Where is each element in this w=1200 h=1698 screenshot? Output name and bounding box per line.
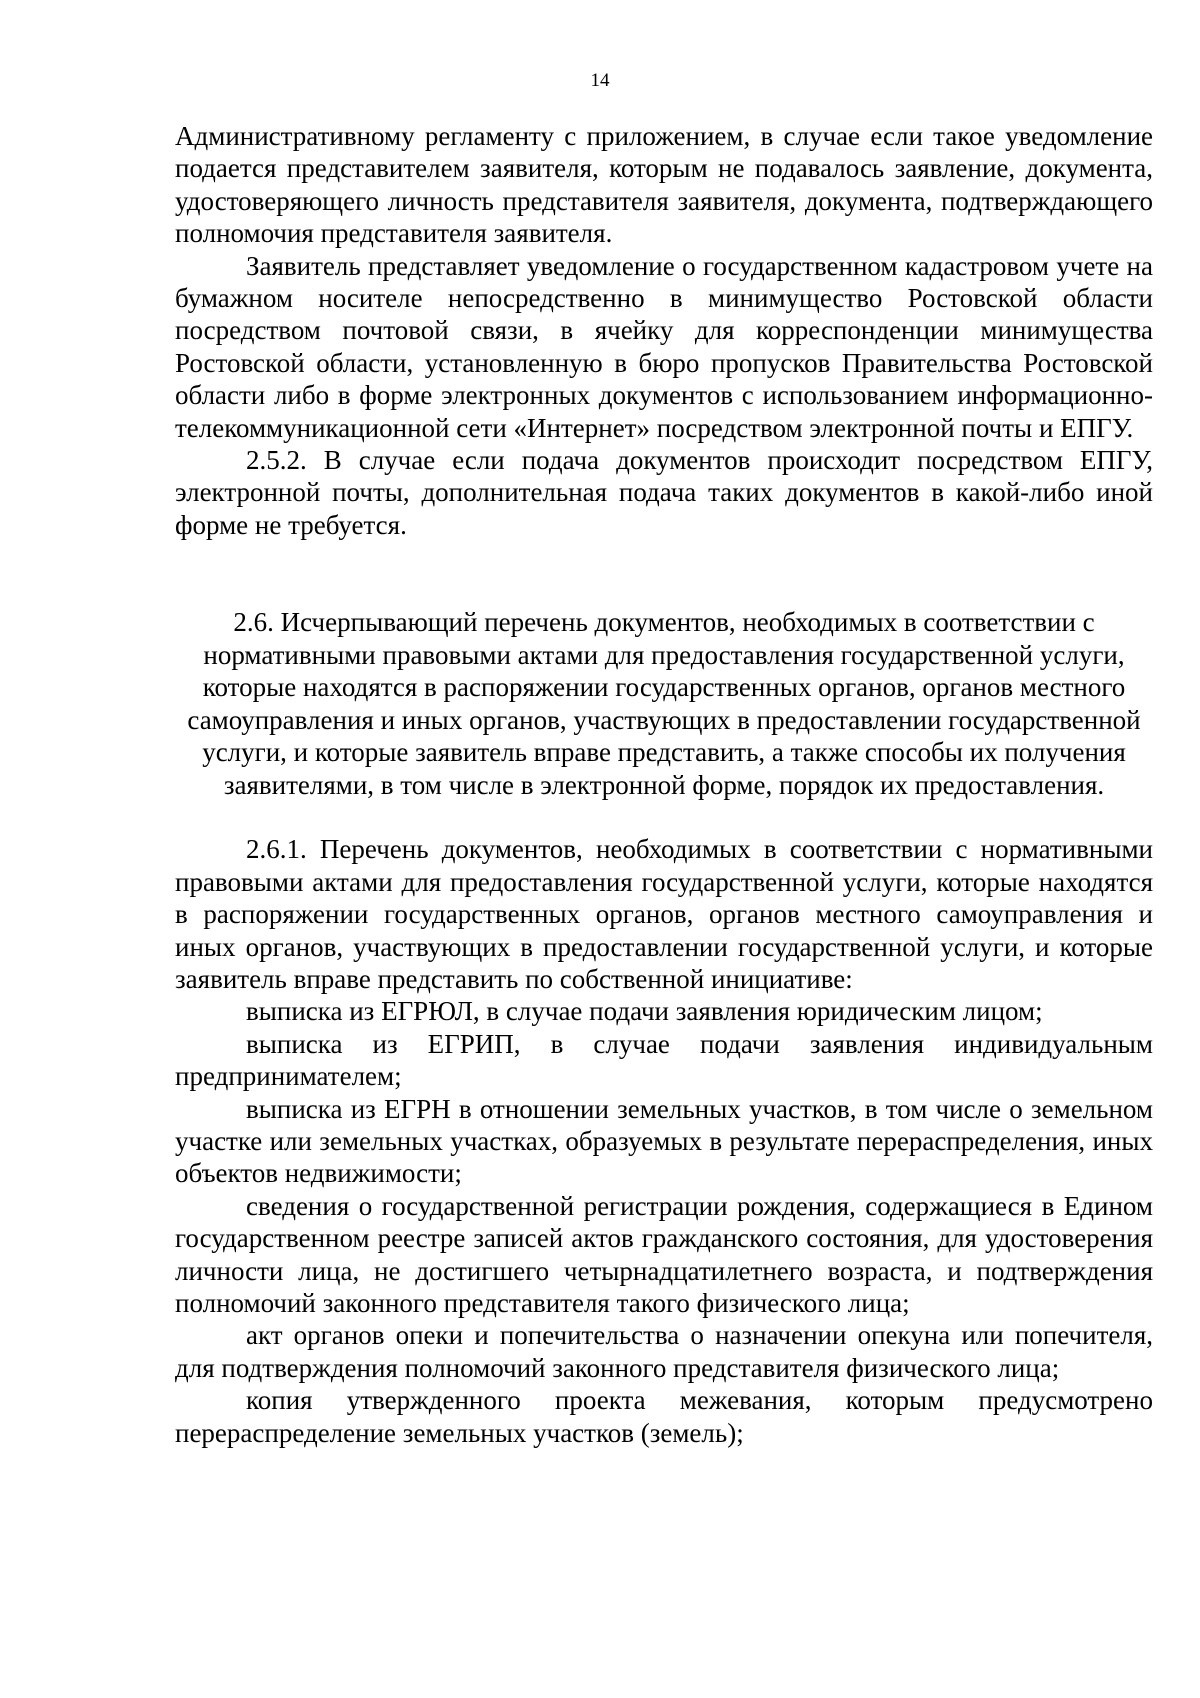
paragraph-2-6-1: 2.6.1. Перечень документов, необходимых в соответствии с нормативными правовыми актами для предоставления государственной услуги, которые находятся в распоряжении государственных органов, органов местного самоуправления и иных органов, участвующих в предоставлении государственной услуги, и которые заявитель вправе представить по собственной инициативе: xyxy=(175,834,1153,994)
list-item-guardianship-act: акт органов опеки и попечительства о назначении опекуна или попечителя, для подтверждения полномочий законного представителя физического лица; xyxy=(175,1320,1153,1383)
list-item-egrul: выписка из ЕГРЮЛ, в случае подачи заявления юридическим лицом; xyxy=(246,996,1043,1027)
list-item-egrn: выписка из ЕГРН в отношении земельных участков, в том числе о земельном участке или земельных участках, образуемых в результате перераспределения, иных объектов недвижимости; xyxy=(175,1093,1153,1189)
list-item-land-survey-project: копия утвержденного проекта межевания, которым предусмотрено перераспределение земельных участков (земель); xyxy=(175,1385,1153,1448)
section-heading-2-6: 2.6. Исчерпывающий перечень документов, необходимых в соответствии с нормативными правовыми актами для предоставления государственной услуги, которые находятся в распоряжении государственных органов, органов местного самоуправления и иных органов, участвующих в предоставлении государственной услуги, и которые заявитель вправе представить, а также способы их получения заявителями, в том числе в электронной форме, порядок их предоставления. xyxy=(187,607,1141,800)
page-number: 14 xyxy=(590,70,610,91)
paragraph-submission-methods: Заявитель представляет уведомление о государственном кадастровом учете на бумажном носителе непосредственно в минимущество Ростовской области посредством почтовой связи, в ячейку для корреспонденции минимущества Ростовской области, установленную в бюро пропусков Правительства Ростовской области либо в форме электронных документов с использованием информационно-телекоммуникационной сети «Интернет» посредством электронной почты и ЕПГУ. xyxy=(175,250,1153,443)
paragraph-2-5-2: 2.5.2. В случае если подача документов происходит посредством ЕПГУ, электронной почты, дополнительная подача таких документов в какой-либо иной форме не требуется. xyxy=(175,445,1153,540)
list-item-birth-registration: сведения о государственной регистрации рождения, содержащиеся в Едином государственном реестре записей актов гражданского состояния, для удостоверения личности лица, не достигшего четырнадцатилетнего возраста, и подтверждения полномочий законного представителя такого физического лица; xyxy=(175,1190,1153,1318)
paragraph-continuation: Административному регламенту с приложением, в случае если такое уведомление подается представителем заявителя, которым не подавалось заявление, документа, удостоверяющего личность представителя заявителя, документа, подтверждающего полномочия представителя заявителя. xyxy=(175,121,1153,249)
document-body xyxy=(175,120,1153,1449)
list-item-egrip: выписка из ЕГРИП, в случае подачи заявления индивидуальным предпринимателем; xyxy=(175,1028,1153,1092)
